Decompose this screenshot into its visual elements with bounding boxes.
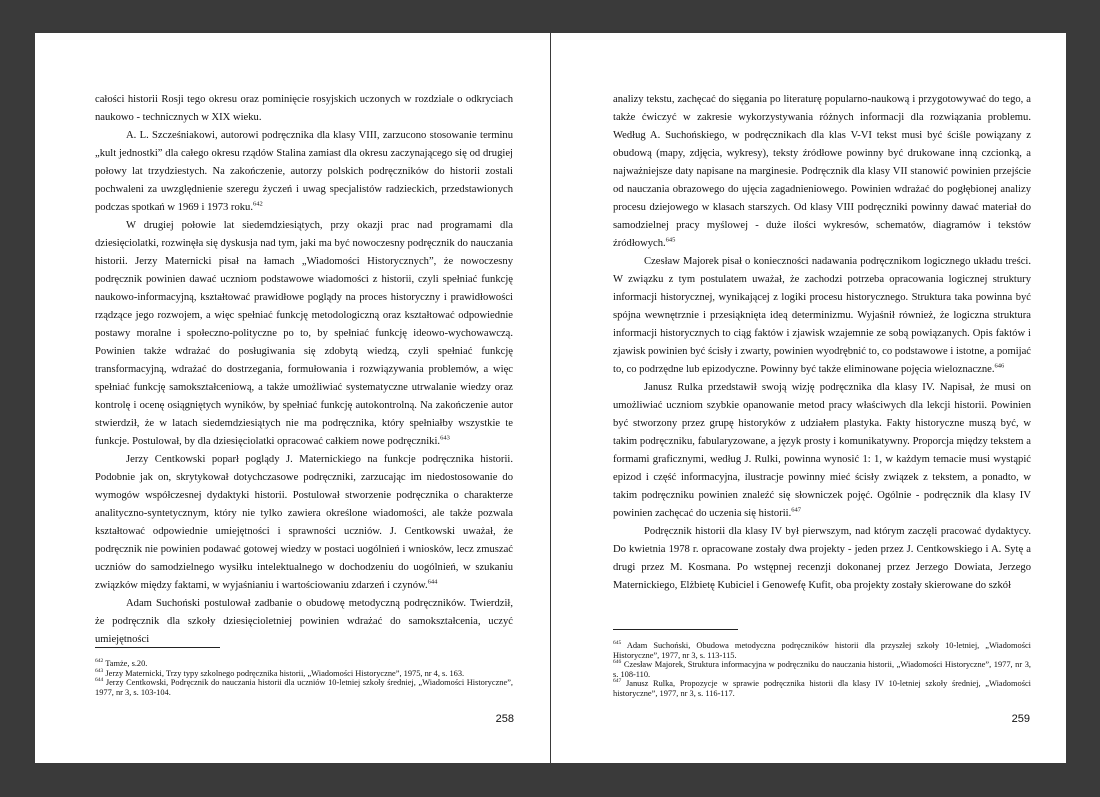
paragraph: Podręcznik historii dla klasy IV był pierwszym, nad którym zaczęli pracować dydaktycy. Do kwietnia 1978 r. opracowane zostały dwa projekty - jeden przez J. Centkowskiego i A. Sytę a drugi przez M. Kosmana. Po wstępnej recenzji dokonanej przez Jerzego Dowiata, Jerzego Maternickiego, Elżbietę Kubiciel i Genowefę Kufit, oba projekty zostały skierowane do szkół xyxy=(613,526,1031,591)
paragraph: Czesław Majorek pisał o konieczności nadawania podręcznikom logicznego układu treści. W związku z tym postulatem uważał, że zachodzi potrzeba opracowania logicznej struktury informacji historycznej, wynikającej z logiki procesu historycznego. Struktura taka powinna być spójna wewnętrznie i przesiąknięta ideą determinizmu. Wyjaśnił również, że logiczna struktura informacji historycznych to ciąg faktów i zjawisk wzajemnie ze sobą powiązanych. Opis faktów i zjawisk powinien być ścisły i zwarty, powinien wyodrębnić to, co podstawowe i istotne, a pomijać to, co podrzędne lub epizodyczne. Powinny być także eliminowane pojęcia wieloznaczne.$^{646}$ xyxy=(613,256,1031,375)
paragraph: A. L. Szcześniakowi, autorowi podręcznika dla klasy VIII, zarzucono stosowanie terminu „kult jednostki” dla całego okresu rządów Stalina zamiast dla okresu zaczynającego się od drugiej połowy lat trzydziestych. Na zakończenie, autorzy polskich podręczników do historii zostali pochwaleni za uwzględnienie szeregu życzeń i uwag specjalistów radzieckich, przedstawionych podczas spotkań w 1969 i 1973 roku.$^{642}$ xyxy=(95,130,513,213)
paragraph: całości historii Rosji tego okresu oraz pominięcie rosyjskich uczonych w rozdziale o odkryciach naukowo - technicznych w XIX wieku. xyxy=(95,94,513,123)
page-left xyxy=(35,33,550,763)
footnote: $^{647}$ Janusz Rulka, Propozycje w sprawie podręcznika historii dla klasy IV 10-letniej szkoły średniej, „Wiadomości historyczne”, 1977, nr 3, s. 116-117. xyxy=(613,678,1031,698)
footnote-ref: 647 xyxy=(791,506,802,514)
paragraph: Janusz Rulka przedstawił swoją wizję podręcznika dla klasy IV. Napisał, że musi on umożliwiać uczniom szybkie opanowanie metod pracy właściwych dla lekcji historii. Powinien być stworzony przez grupę historyków z udziałem plastyka. Fakty historyczne muszą być, w takim podręczniku, fabularyzowane, a język prosty i komunikatywny. Proporcja między tekstem a formami graficznymi, według J. Rulki, powinna wynosić 1: 1, w każdym temacie musi wystąpić epizod i część informacyjna, ilustracje powinny mieć ścisły związek z tekstem, a ponadto, w takim podręczniku powinien znaleźć się słowniczek pojęć. Ogólnie - podręcznik dla klasy IV powinien zachęcać do uczenia się historii.$^{647}$ xyxy=(613,382,1031,519)
footnote-ref: 643 xyxy=(440,434,450,442)
footnote: $^{642}$ Tamże, s.20. xyxy=(95,658,148,668)
footnote: $^{644}$ Jerzy Centkowski, Podręcznik do nauczania historii dla uczniów 10-letniej szkoły średniej, „Wiadomości Historyczne”, 1977, nr 3, s. 103-104. xyxy=(95,677,513,697)
paragraph: analizy tekstu, zachęcać do sięgania po literaturę popularno-naukową i przygotowywać do tego, a także ćwiczyć w zakresie wykorzystywania różnych informacji dla rozwiązania problemu. Według A. Suchońskiego, w podręcznikach dla klas V-VI tekst musi być ściśle powiązany z obudową (mapy, zdjęcia, wykresy), teksty źródłowe powinny być drukowane inną czcionką, a najważniejsze daty napisane na marginesie. Podręcznik dla klasy VII stanowić powinien przejście od nauczania obrazowego do ujęcia zagadnieniowego. Powinien wdrażać do pogłębionej analizy procesu dziejowego w klasach starszych. Od klasy VIII podręczniki powinny dawać materiał do samodzielnej pracy myślowej - duże ilości wykresów, schematów, diagramów i tekstów źródłowych.$^{645}$ xyxy=(613,94,1031,249)
footnotes xyxy=(613,641,1031,698)
footnote: $^{645}$ Adam Suchoński, Obudowa metodyczna podręczników historii dla przyszłej szkoły 10-letniej, „Wiadomości Historyczne”, 1977, nr 3, s. 113-115. xyxy=(613,640,1031,660)
footnote-divider xyxy=(95,647,220,648)
paragraph: W drugiej połowie lat siedemdziesiątych, przy okazji prac nad programami dla dziesięciolatki, rozwinęła się dyskusja nad tym, jaki ma być nowoczesny podręcznik do nauczania historii. Jerzy Maternicki pisał na łamach „Wiadomości Historycznych”, że nowoczesny podręcznik powinien dawać uczniom podstawowe wiadomości z historii, czyli spełniać funkcję naukowo-informacyjną, kształtować prawidłowe poglądy na proces historyczny i prawidłowości rządzące jego rozwojem, a więc spełniać funkcję metodologiczną oraz kształtować odpowiednie postawy moralne i społeczno-polityczne po to, by spełniać funkcję ideowo-wychowawczą. Powinien także wdrażać do posługiwania się zdobytą wiedzą, czyli spełniać funkcję transformacyjną, wdrażać do dostrzegania, formułowania i rozwiązywania problemów, a więc spełniać funkcję samokształceniową, a także umożliwiać systematyczne utrwalanie wiedzy oraz kontrolę i ocenę osiągniętych wyników, by spełniać funkcję autokontrolną. Na zakończenie autor stwierdził, że w latach siedemdziesiątych nie ma podręcznika, który spełniałby wszystkie te funkcje. Postulował, by dla dziesięciolatki opracować całkiem nowe podręczniki.$^{643}$ xyxy=(95,220,513,447)
footnotes xyxy=(95,659,513,697)
page-right-body xyxy=(613,91,1031,595)
footnote: $^{646}$ Czesław Majorek, Struktura informacyjna w podręczniku do nauczania historii, „Wiadomości Historyczne”, 1977, nr 3, s. 108-110. xyxy=(613,659,1031,679)
footnote-ref: 642 xyxy=(253,200,263,208)
page-left-body xyxy=(95,91,513,649)
paragraph: Adam Suchoński postulował zadbanie o obudowę metodyczną podręczników. Twierdził, że podręcznik dla szkoły dziesięcioletniej powinien wdrażać do samokształcenia, uczyć umiejętności xyxy=(95,598,513,645)
footnote: $^{643}$ Jerzy Maternicki, Trzy typy szkolnego podręcznika historii, „Wiadomości Historyczne”, 1975, nr 4, s. 163. xyxy=(95,667,465,678)
page-right xyxy=(551,33,1066,763)
footnote-ref: 644 xyxy=(427,578,438,586)
paragraph: Jerzy Centkowski poparł poglądy J. Maternickiego na funkcje podręcznika historii. Podobnie jak on, skrytykował dotychczasowe podręczniki, zarzucając im niedostosowanie do wymogów współczesnej dydaktyki historii. Postulował stworzenie podręcznika o charakterze analityczno-syntetycznym, który nie tylko zawiera określone wiadomości, ale także pozwala kształtować odpowiednie umiejętności i sprawności uczniów. J. Centkowski uważał, że podręcznik nie powinien podawać gotowej wiedzy w postaci uogólnień i wniosków, lecz zmuszać uczniów do samodzielnego wysiłku intelektualnego w dochodzeniu do uogólnień, w szukaniu związków między faktami, w wyjaśnianiu i wartościowaniu zdarzeń i czynów.$^{644}$ xyxy=(95,454,513,591)
footnote-ref: 646 xyxy=(994,362,1005,370)
footnote-ref: 645 xyxy=(665,236,676,244)
page-number: 258 xyxy=(495,713,514,725)
footnote-divider xyxy=(613,629,738,630)
page-number: 259 xyxy=(1011,713,1030,725)
